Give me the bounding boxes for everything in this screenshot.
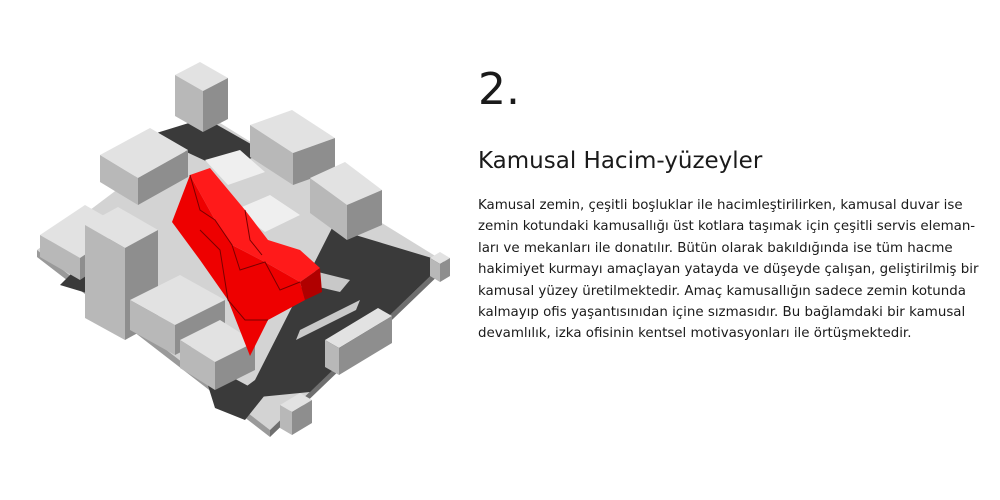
paragraph-line: ları ve mekanları ile donatılır. Bütün olarak bakıldığında ise tüm hacme [478, 240, 953, 256]
paragraph-line: hakimiyet kurmayı amaçlayan yatayda ve düşeyde çalışan, geliştirilmiş bir [478, 262, 979, 278]
section-title: Kamusal Hacim-yüzeyler [478, 148, 763, 174]
paragraph-line: kalmayıp ofis yaşantısınıdan içine sızmasıdır. Bu bağlamdaki bir kamusal [478, 305, 966, 321]
paragraph-line: Kamusal zemin, çeşitli boşluklar ile hacimleştirilirken, kamusal duvar ise [478, 198, 963, 213]
description-paragraph [478, 195, 978, 345]
paragraph-line: kamusal yüzey üretilmektedir. Amaç kamusallığın sadece zemin kotunda [478, 283, 966, 299]
paragraph-line: zemin kotundaki kamusallığı üst kotlara taşımak için çeşitli servis eleman- [478, 219, 976, 235]
paragraph-line: devamlılık, izka ofisinin kentsel motivasyonları ile örtüşmektedir. [478, 326, 912, 342]
step-number: 2. [478, 64, 520, 115]
axonometric-site-diagram [0, 0, 470, 500]
